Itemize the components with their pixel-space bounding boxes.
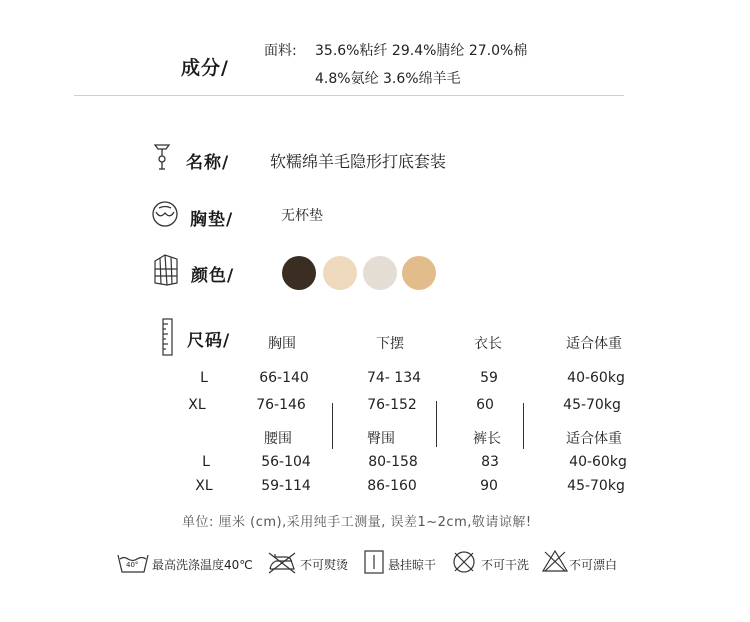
table1-row1-chest: 66-140 xyxy=(259,370,309,386)
table2-header-waist: 腰围 xyxy=(264,431,292,447)
care-dryclean-label: 不可干洗 xyxy=(481,558,530,572)
table2-row1-pants-length: 83 xyxy=(481,454,499,470)
table2-row2-size: XL xyxy=(195,478,213,494)
table2-row2-weight: 45-70kg xyxy=(567,478,625,494)
table1-header-length: 衣长 xyxy=(474,336,502,352)
table2-row1-size: L xyxy=(202,454,210,470)
hang-dry-icon xyxy=(364,550,384,578)
table2-row2-hip: 86-160 xyxy=(367,478,417,494)
bra-pad-icon xyxy=(150,199,180,233)
fabric-line-2: 4.8%氨纶 3.6%绵羊毛 xyxy=(315,71,461,87)
fabric-swatch-icon xyxy=(151,253,181,291)
table2-row1-weight: 40-60kg xyxy=(569,454,627,470)
name-value: 软糯绵羊毛隐形打底套装 xyxy=(270,152,447,171)
table2-header-pants-length: 裤长 xyxy=(473,431,501,447)
colors-label: 颜色/ xyxy=(191,266,235,286)
table2-row2-waist: 59-114 xyxy=(261,478,311,494)
hanger-icon xyxy=(152,143,172,175)
no-iron-icon xyxy=(267,551,297,579)
table2-row1-hip: 80-158 xyxy=(368,454,418,470)
table2-header-weight: 适合体重 xyxy=(566,431,622,447)
table-divider-3 xyxy=(523,403,524,449)
size-note: 单位: 厘米 (cm),采用纯手工测量, 误差1~2cm,敬请谅解! xyxy=(182,515,532,530)
table1-row2-size: XL xyxy=(188,397,206,413)
size-label: 尺码/ xyxy=(187,331,231,351)
padding-label: 胸垫/ xyxy=(190,210,234,230)
fabric-label: 面料: xyxy=(264,43,297,59)
table2-row2-pants-length: 90 xyxy=(480,478,498,494)
care-bleach-label: 不可漂白 xyxy=(569,558,618,572)
table1-row1-weight: 40-60kg xyxy=(567,370,625,386)
no-dry-clean-icon xyxy=(452,550,476,578)
table-divider-2 xyxy=(436,401,437,447)
fabric-line-1: 35.6%粘纤 29.4%腈纶 27.0%棉 xyxy=(315,43,528,59)
padding-value: 无杯垫 xyxy=(281,208,323,224)
table1-row2-hem: 76-152 xyxy=(367,397,417,413)
section-divider xyxy=(74,95,624,96)
color-swatch-4[interactable] xyxy=(402,256,436,290)
composition-title: 成分/ xyxy=(181,57,229,79)
wash-40-icon xyxy=(117,552,149,578)
table1-row2-length: 60 xyxy=(476,397,494,413)
no-bleach-icon xyxy=(542,549,568,577)
care-dry-label: 悬挂晾干 xyxy=(388,558,437,572)
table2-header-hip: 臀围 xyxy=(367,431,395,447)
color-swatch-1[interactable] xyxy=(282,256,316,290)
table1-header-hem: 下摆 xyxy=(376,336,404,352)
table1-header-chest: 胸围 xyxy=(268,336,296,352)
care-wash-label: 最高洗涤温度40℃ xyxy=(152,558,253,572)
ruler-icon xyxy=(160,318,176,360)
table1-row2-weight: 45-70kg xyxy=(563,397,621,413)
table1-row1-size: L xyxy=(200,370,208,386)
table1-header-weight: 适合体重 xyxy=(566,336,622,352)
table1-row1-hem: 74- 134 xyxy=(366,370,422,386)
color-swatch-2[interactable] xyxy=(323,256,357,290)
name-label: 名称/ xyxy=(186,153,230,173)
table1-row2-chest: 76-146 xyxy=(256,397,306,413)
wash-temp-badge: 40° xyxy=(126,561,139,569)
table1-row1-length: 59 xyxy=(480,370,498,386)
table-divider-1 xyxy=(332,403,333,449)
color-swatch-3[interactable] xyxy=(363,256,397,290)
care-iron-label: 不可熨烫 xyxy=(300,558,349,572)
table2-row1-waist: 56-104 xyxy=(261,454,311,470)
